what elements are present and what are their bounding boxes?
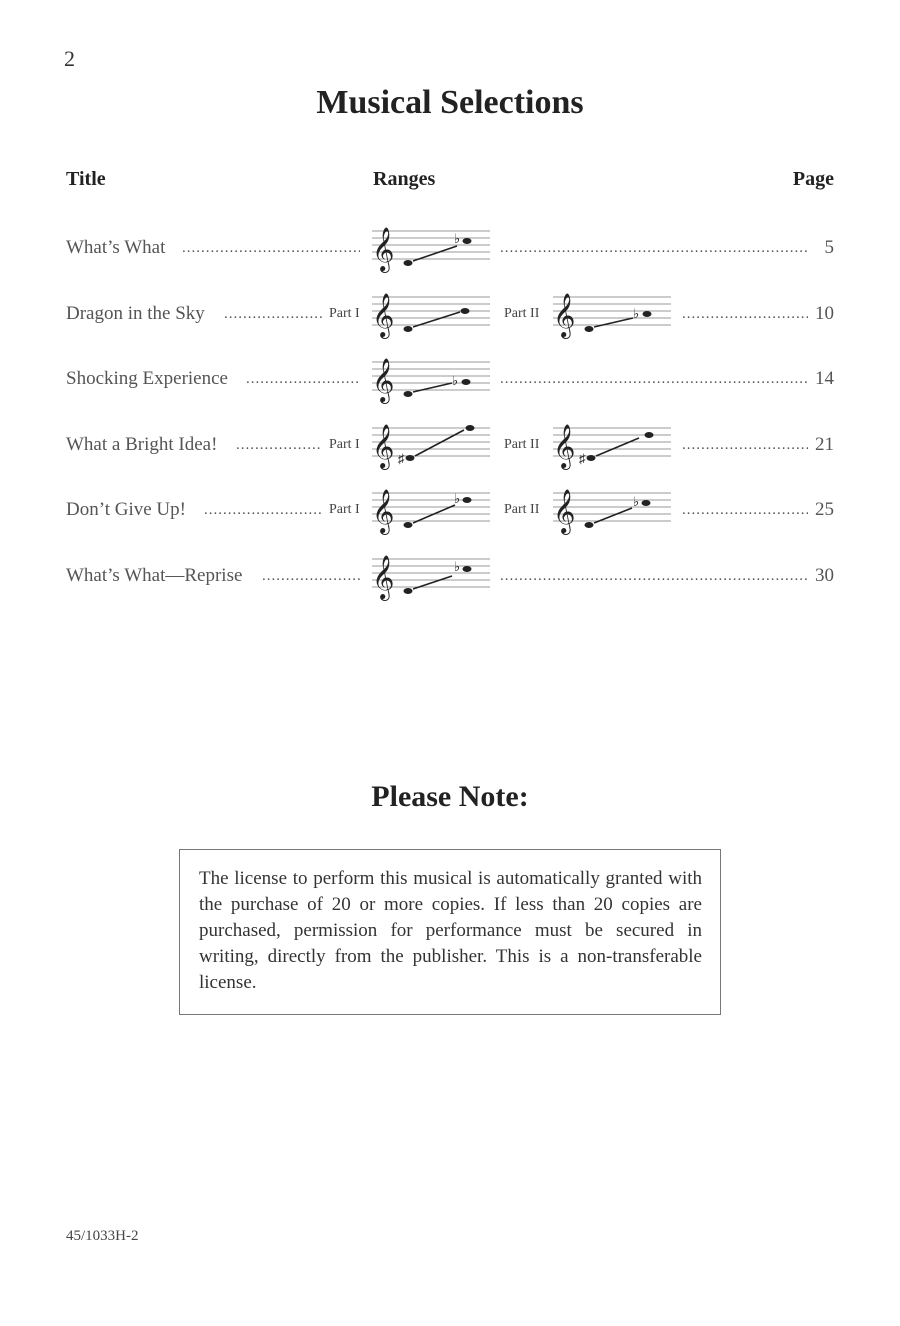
note-heading: Please Note: [371, 780, 529, 813]
selection-row [0, 489, 900, 548]
svg-text:𝄞: 𝄞 [372, 489, 395, 533]
song-title: Shocking Experience [66, 368, 228, 389]
license-note-text: The license to perform this musical is automatically granted with the purchase of 20 or more copies. If less than 20 copies are purchased, permission for performance must be secured in writing, directly from the publisher. This is a non-transferable license. [199, 868, 702, 993]
vocal-range-staff [372, 549, 490, 601]
part-label: Part II [504, 502, 540, 517]
vocal-range-staff [553, 483, 671, 535]
leader-dots [500, 564, 808, 588]
svg-text:♭: ♭ [454, 559, 461, 574]
svg-text:𝄞: 𝄞 [553, 424, 576, 468]
vocal-range-staff [553, 287, 671, 339]
page-ref: 5 [824, 237, 834, 258]
part-label: Part I [329, 437, 360, 452]
leader-dots [682, 433, 808, 457]
svg-text:𝄞: 𝄞 [553, 293, 576, 337]
page-ref: 14 [815, 368, 834, 389]
svg-text:♭: ♭ [454, 491, 461, 506]
leader-dots [682, 498, 808, 522]
page-number: 2 [64, 46, 75, 71]
column-header-title: Title [66, 168, 106, 190]
part-label: Part II [504, 437, 540, 452]
leader-dots [682, 302, 808, 326]
svg-text:♭: ♭ [454, 231, 461, 246]
svg-text:♭: ♭ [633, 306, 640, 321]
leader-dots [500, 236, 808, 260]
svg-text:♯: ♯ [579, 451, 586, 466]
part-label: Part I [329, 306, 360, 321]
svg-text:𝄞: 𝄞 [372, 358, 395, 402]
svg-text:𝄞: 𝄞 [372, 293, 395, 337]
page-ref: 10 [815, 303, 834, 324]
leader-dots [246, 367, 360, 391]
vocal-range-staff [372, 418, 490, 470]
selection-row [0, 555, 900, 614]
song-title: Dragon in the Sky [66, 303, 205, 324]
leader-dots [262, 564, 360, 588]
song-title: What’s What—Reprise [66, 565, 243, 586]
leader-dots [204, 498, 322, 522]
song-title: What a Bright Idea! [66, 434, 218, 455]
page-ref: 25 [815, 499, 834, 520]
svg-text:♯: ♯ [398, 451, 405, 466]
part-label: Part II [504, 306, 540, 321]
vocal-range-staff [553, 418, 671, 470]
column-header-ranges: Ranges [373, 168, 436, 190]
catalog-code: 45/1033H-2 [66, 1228, 139, 1244]
selection-row [0, 424, 900, 483]
part-label: Part I [329, 502, 360, 517]
song-title: What’s What [66, 237, 166, 258]
page-ref: 21 [815, 434, 834, 455]
leader-dots [182, 236, 360, 260]
song-title: Don’t Give Up! [66, 499, 186, 520]
leader-dots [236, 433, 322, 457]
selection-row [0, 227, 900, 286]
selection-row [0, 293, 900, 352]
vocal-range-staff [372, 483, 490, 535]
leader-dots [224, 302, 322, 326]
leader-dots [500, 367, 808, 391]
column-header-page: Page [792, 168, 834, 190]
page-ref: 30 [815, 565, 834, 586]
svg-text:♭: ♭ [452, 373, 459, 388]
license-note-box [179, 849, 721, 1015]
svg-text:𝄞: 𝄞 [372, 227, 395, 271]
svg-text:♭: ♭ [633, 494, 640, 509]
page-title: Musical Selections [316, 84, 584, 121]
vocal-range-staff [372, 221, 490, 273]
svg-text:𝄞: 𝄞 [372, 424, 395, 468]
selection-row [0, 358, 900, 417]
svg-text:𝄞: 𝄞 [553, 489, 576, 533]
vocal-range-staff [372, 287, 490, 339]
vocal-range-staff [372, 352, 490, 404]
svg-text:𝄞: 𝄞 [372, 555, 395, 599]
